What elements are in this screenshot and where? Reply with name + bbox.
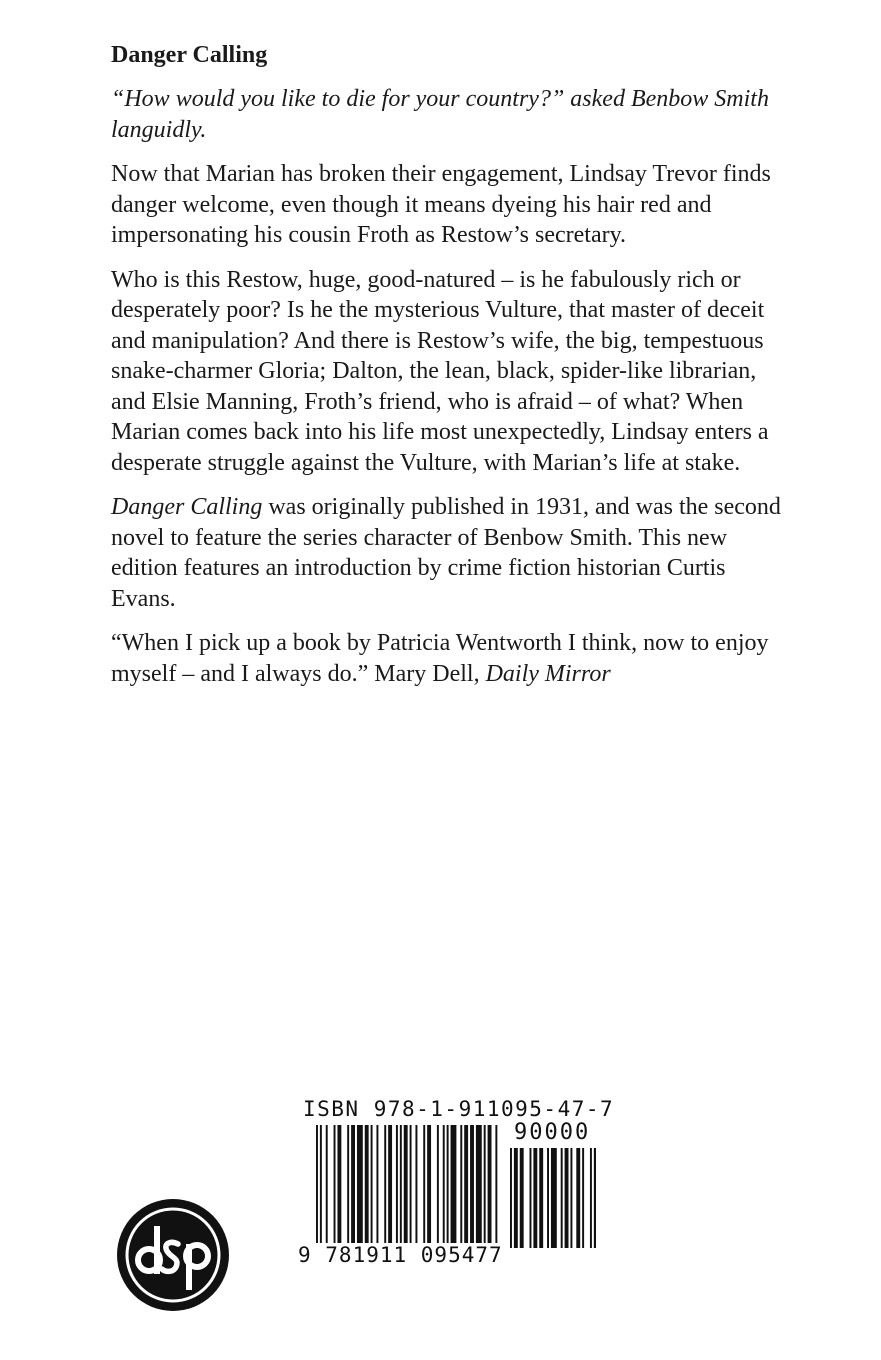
barcode-bar <box>451 1125 457 1245</box>
review-quote-text: “When I pick up a book by Patricia Wentworth I think, now to enjoy myself – and I always do.” Mary Dell, <box>111 630 769 687</box>
barcode-bar <box>376 1125 378 1245</box>
barcode-bar <box>447 1125 449 1245</box>
barcode-bar <box>551 1148 557 1248</box>
barcode-bar <box>514 1148 518 1248</box>
barcode-bar <box>476 1125 482 1245</box>
barcode-bar <box>464 1125 468 1245</box>
barcode-bar <box>590 1148 592 1248</box>
barcode-bar <box>443 1125 445 1245</box>
blurb-paragraph-2: Who is this Restow, huge, good-natured – is he fabulously rich or desperately poor? Is he the mysterious Vulture, that master of deceit and manipulation? And there is Restow’s wife, the big, tempestuous snake-charmer Gloria; Dalton, the lean, black, spider-like librarian, and Elsie Manning, Froth’s friend, who is afraid – of what? When Marian comes back into his life most unexpectedly, Lindsay enters a desperate struggle against the Vulture, with Marian’s life at stake. <box>111 266 769 476</box>
barcode-bar <box>570 1148 572 1248</box>
isbn-label: ISBN 978-1-911095-47-7 <box>303 1097 615 1121</box>
barcode-bar <box>488 1125 492 1245</box>
barcode-bar <box>384 1125 386 1245</box>
barcode-bar <box>565 1148 569 1248</box>
book-tagline: “How would you like to die for your country?” asked Benbow Smith languidly. <box>111 86 769 143</box>
publication-note-title: Danger Calling <box>111 494 263 520</box>
barcode-bar <box>396 1125 398 1245</box>
barcode-bar <box>520 1148 524 1248</box>
barcode-bar <box>326 1125 328 1245</box>
barcode-bar <box>371 1125 373 1245</box>
barcode-digits: 9 781911 095477 <box>298 1243 503 1267</box>
barcode-bar <box>347 1125 349 1245</box>
barcode-bar <box>561 1148 563 1248</box>
barcode-bar <box>357 1125 363 1245</box>
barcode-bar <box>334 1125 336 1245</box>
barcode-bar <box>437 1125 439 1245</box>
price-addon-barcode <box>510 1148 596 1248</box>
blurb-paragraph-1: Now that Marian has broken their engagement, Lindsay Trevor finds danger welcome, even though it means dyeing his hair red and impersonating his cousin Froth as Restow’s secretary. <box>111 161 771 248</box>
barcode-bar <box>400 1125 402 1245</box>
barcode-bar <box>365 1125 369 1245</box>
barcode-bar <box>594 1148 596 1248</box>
barcode-bar <box>547 1148 549 1248</box>
barcode-bar <box>320 1125 322 1245</box>
review-quote-source: Daily Mirror <box>485 660 611 687</box>
barcode-addon-digits: 90000 <box>514 1120 591 1145</box>
barcode-bar <box>495 1125 497 1245</box>
back-cover-text <box>111 40 791 703</box>
barcode-bar <box>337 1125 341 1245</box>
barcode-bar <box>460 1125 462 1245</box>
barcode-bar <box>316 1125 318 1245</box>
barcode-bar <box>423 1125 425 1245</box>
review-quote <box>111 628 791 689</box>
barcode-bar <box>582 1148 584 1248</box>
barcode-bar <box>470 1125 474 1245</box>
barcode-bar <box>404 1125 408 1245</box>
publication-note-text: was originally published in 1931, and was the second novel to feature the series character of Benbow Smith. This new edition features an introduction by crime fiction historian Curtis Evans. <box>111 494 781 612</box>
isbn-barcode <box>316 1125 500 1245</box>
barcode-bar <box>388 1125 392 1245</box>
barcode-bar <box>533 1148 537 1248</box>
barcode-bar <box>484 1125 486 1245</box>
barcode-bar <box>530 1148 532 1248</box>
barcode-bar <box>410 1125 412 1245</box>
barcode-bar <box>351 1125 355 1245</box>
barcode-bar <box>539 1148 543 1248</box>
barcode-bar <box>510 1148 512 1248</box>
barcode-bar <box>427 1125 431 1245</box>
barcode-bar <box>576 1148 580 1248</box>
publisher-logo <box>116 1198 230 1312</box>
book-title: Danger Calling <box>111 42 268 68</box>
barcode-bar <box>415 1125 417 1245</box>
publication-note <box>111 492 791 614</box>
